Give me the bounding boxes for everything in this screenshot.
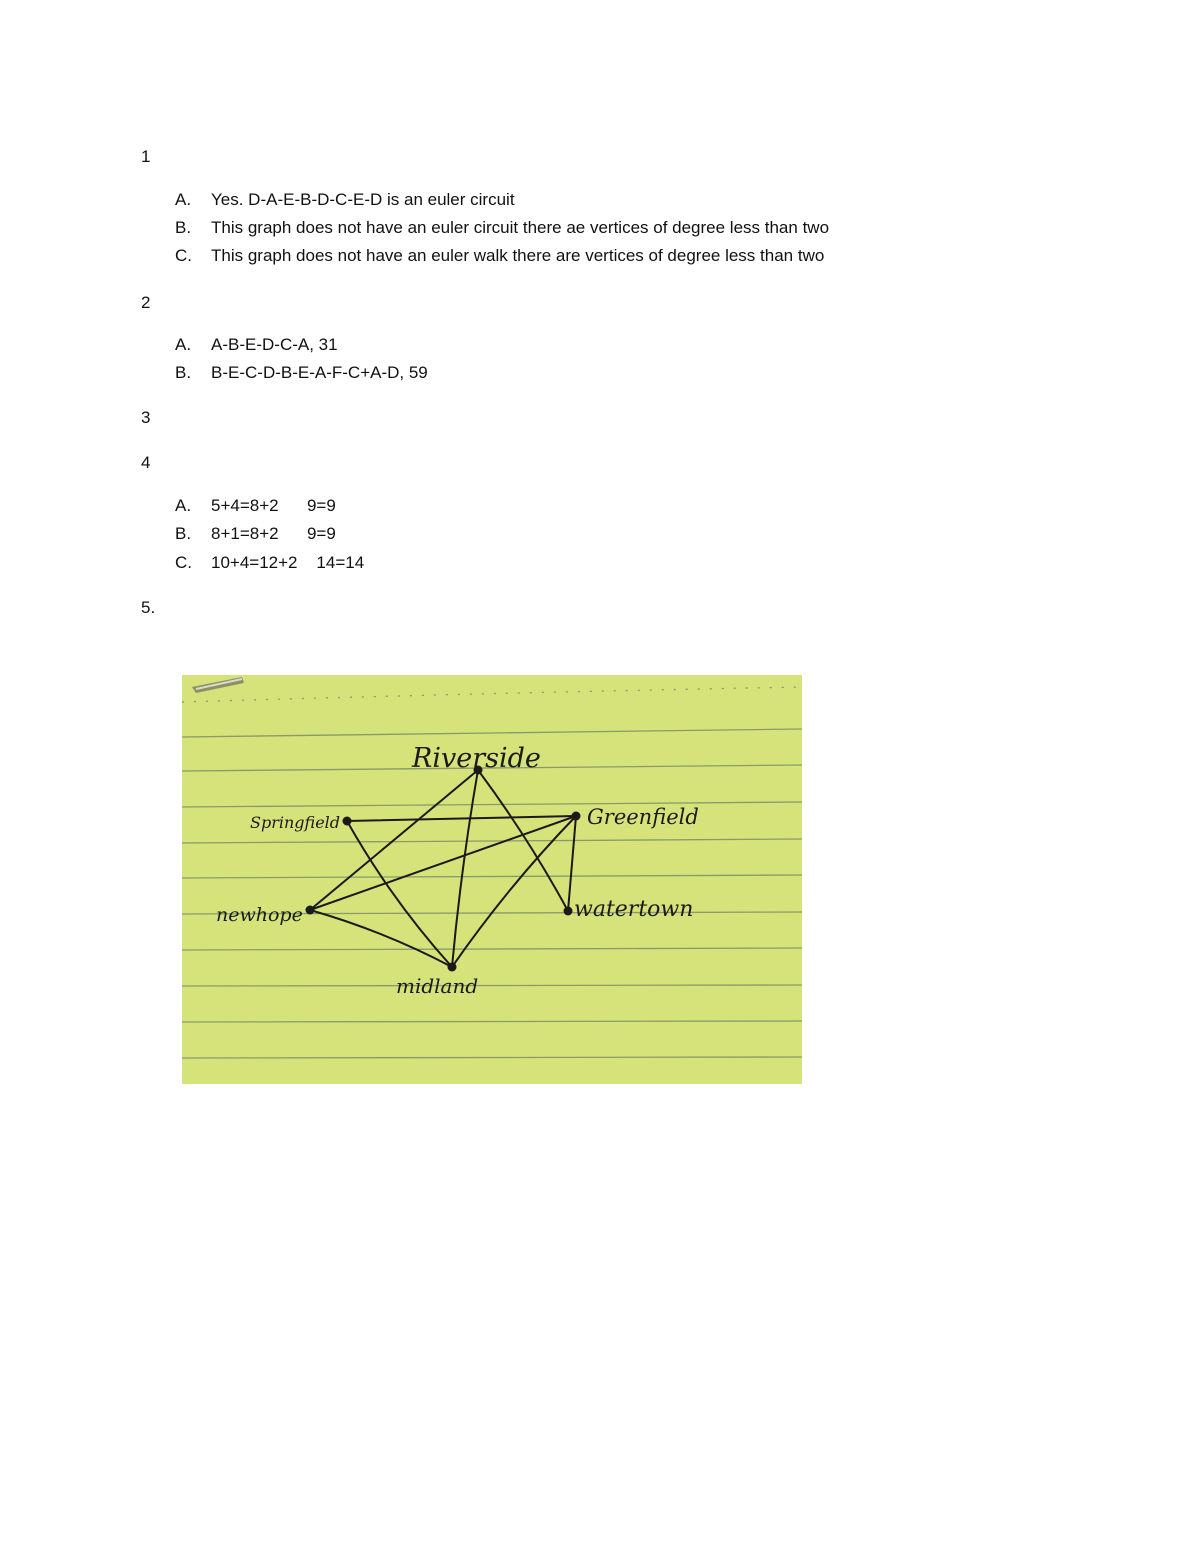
graph-vertex-watertown [564,907,573,916]
option-text: B-E-C-D-B-E-A-F-C+A-D, 59 [211,363,428,382]
vertex-label-greenfield: Greenfield [587,805,699,829]
graph-photo [182,675,802,1084]
vertex-label-newhope: newhope [216,904,303,926]
answer-option [175,524,336,544]
answer-option [175,553,364,573]
option-text: 10+4=12+2 14=14 [211,553,365,572]
question-number: 1 [141,147,151,166]
vertex-label-midland: midland [396,974,479,998]
option-letter: B. [175,218,192,237]
answer-option [175,335,338,355]
option-text: This graph does not have an euler circuit there ae vertices of degree less than two [211,218,830,237]
graph-vertex-midland [448,963,457,972]
option-letter: C. [175,246,192,265]
graph-vertex-springfield [343,817,352,826]
answer-option [175,190,515,210]
question-number: 5. [141,598,156,617]
vertex-label-watertown: watertown [574,897,694,922]
vertex-label-riverside: Riverside [412,743,541,774]
graph-vertex-newhope [306,906,315,915]
option-text: A-B-E-D-C-A, 31 [211,335,338,354]
option-letter: A. [175,496,192,515]
option-text: This graph does not have an euler walk there are vertices of degree less than two [211,246,825,265]
option-text: 5+4=8+2 9=9 [211,496,336,515]
graph-drawing [182,675,802,1084]
answer-option [175,496,336,516]
graph-vertex-greenfield [572,812,581,821]
option-text: 8+1=8+2 9=9 [211,524,336,543]
option-letter: A. [175,335,192,354]
vertex-label-springfield: Springfield [250,813,341,832]
option-letter: A. [175,190,192,209]
answer-option [175,363,428,383]
option-text: Yes. D-A-E-B-D-C-E-D is an euler circuit [211,190,515,209]
answer-option [175,218,829,238]
option-letter: B. [175,524,192,543]
option-letter: C. [175,553,192,572]
option-letter: B. [175,363,192,382]
answer-option [175,246,824,266]
question-number: 4 [141,453,151,472]
question-number: 2 [141,293,151,312]
question-number: 3 [141,408,151,427]
